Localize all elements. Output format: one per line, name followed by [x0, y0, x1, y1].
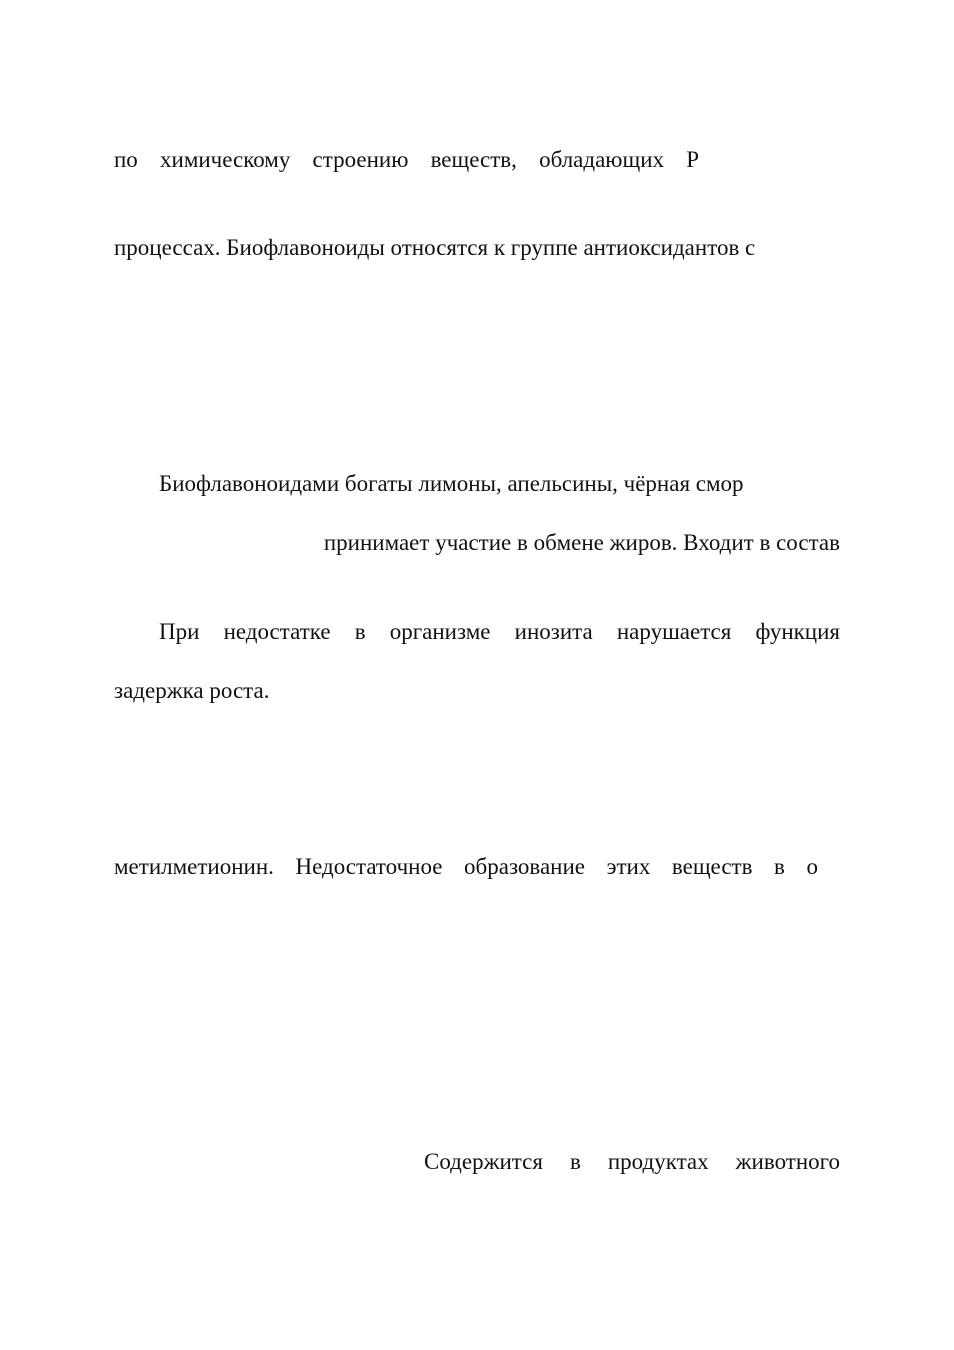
text-line-5: При недостатке в организме инозита нарушается функция — [159, 619, 840, 644]
text-line-2: процессах. Биофлавоноиды относятся к группе антиоксидантов с — [114, 235, 756, 260]
text-line-8: Содержится в продуктах животного — [424, 1149, 840, 1174]
text-line-3: Биофлавоноидами богаты лимоны, апельсины, чёрная смор — [159, 471, 744, 496]
text-line-7: метилметионин. Недостаточное образование этих веществ в о — [114, 854, 818, 879]
text-line-4: принимает участие в обмене жиров. Входит в состав — [323, 530, 840, 555]
text-line-6: задержка роста. — [114, 678, 270, 703]
text-line-1: по химическому строению веществ, обладающих Р — [114, 147, 699, 172]
